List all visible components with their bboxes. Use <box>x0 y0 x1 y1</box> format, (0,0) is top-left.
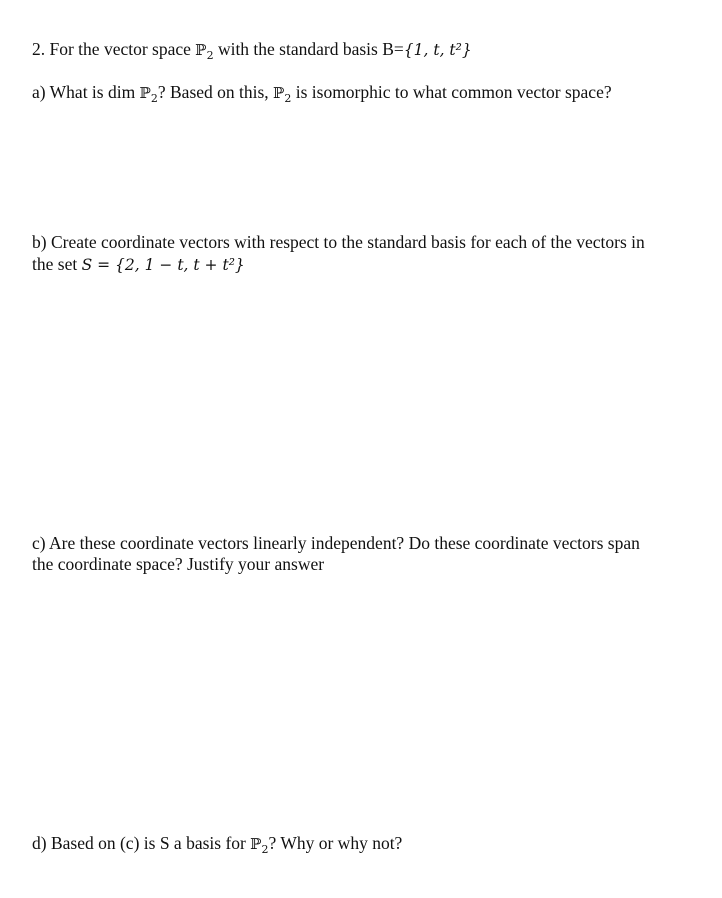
p2-symbol: ℙ$_2$ <box>250 835 269 856</box>
part-c-line1: c) Are these coordinate vectors linearly independent? Do these coordinate vectors span <box>32 533 640 553</box>
set-s: S = {2, 1 − t, t + t²} <box>81 256 245 274</box>
part-a-rest2: is isomorphic to what common vector space? <box>295 82 612 102</box>
basis-set: {1, t, t²} <box>403 41 472 59</box>
part-c-line2: the coordinate space? Justify your answer <box>32 554 325 574</box>
p2-symbol: ℙ$_2$ <box>195 41 214 62</box>
p2-symbol: ℙ$_2$ <box>273 84 292 105</box>
part-a-rest1: ? Based on this, <box>157 82 269 102</box>
part-b-line2 <box>32 254 245 275</box>
p2-symbol: ℙ$_2$ <box>139 84 158 105</box>
part-a-prefix: a) What is dim <box>32 82 136 102</box>
problem-header-text: 2. For the vector space <box>32 39 191 59</box>
part-d-question <box>32 833 402 854</box>
part-a-question <box>32 82 612 103</box>
problem-header <box>32 39 472 60</box>
part-d-suffix: ? Why or why not? <box>268 833 403 853</box>
part-d-prefix: d) Based on (c) is S a basis for <box>32 833 246 853</box>
part-b-line1: b) Create coordinate vectors with respect to the standard basis for each of the vectors in <box>32 232 645 252</box>
part-b-prefix: the set <box>32 254 78 274</box>
problem-header-mid: with the standard basis B= <box>217 39 404 59</box>
